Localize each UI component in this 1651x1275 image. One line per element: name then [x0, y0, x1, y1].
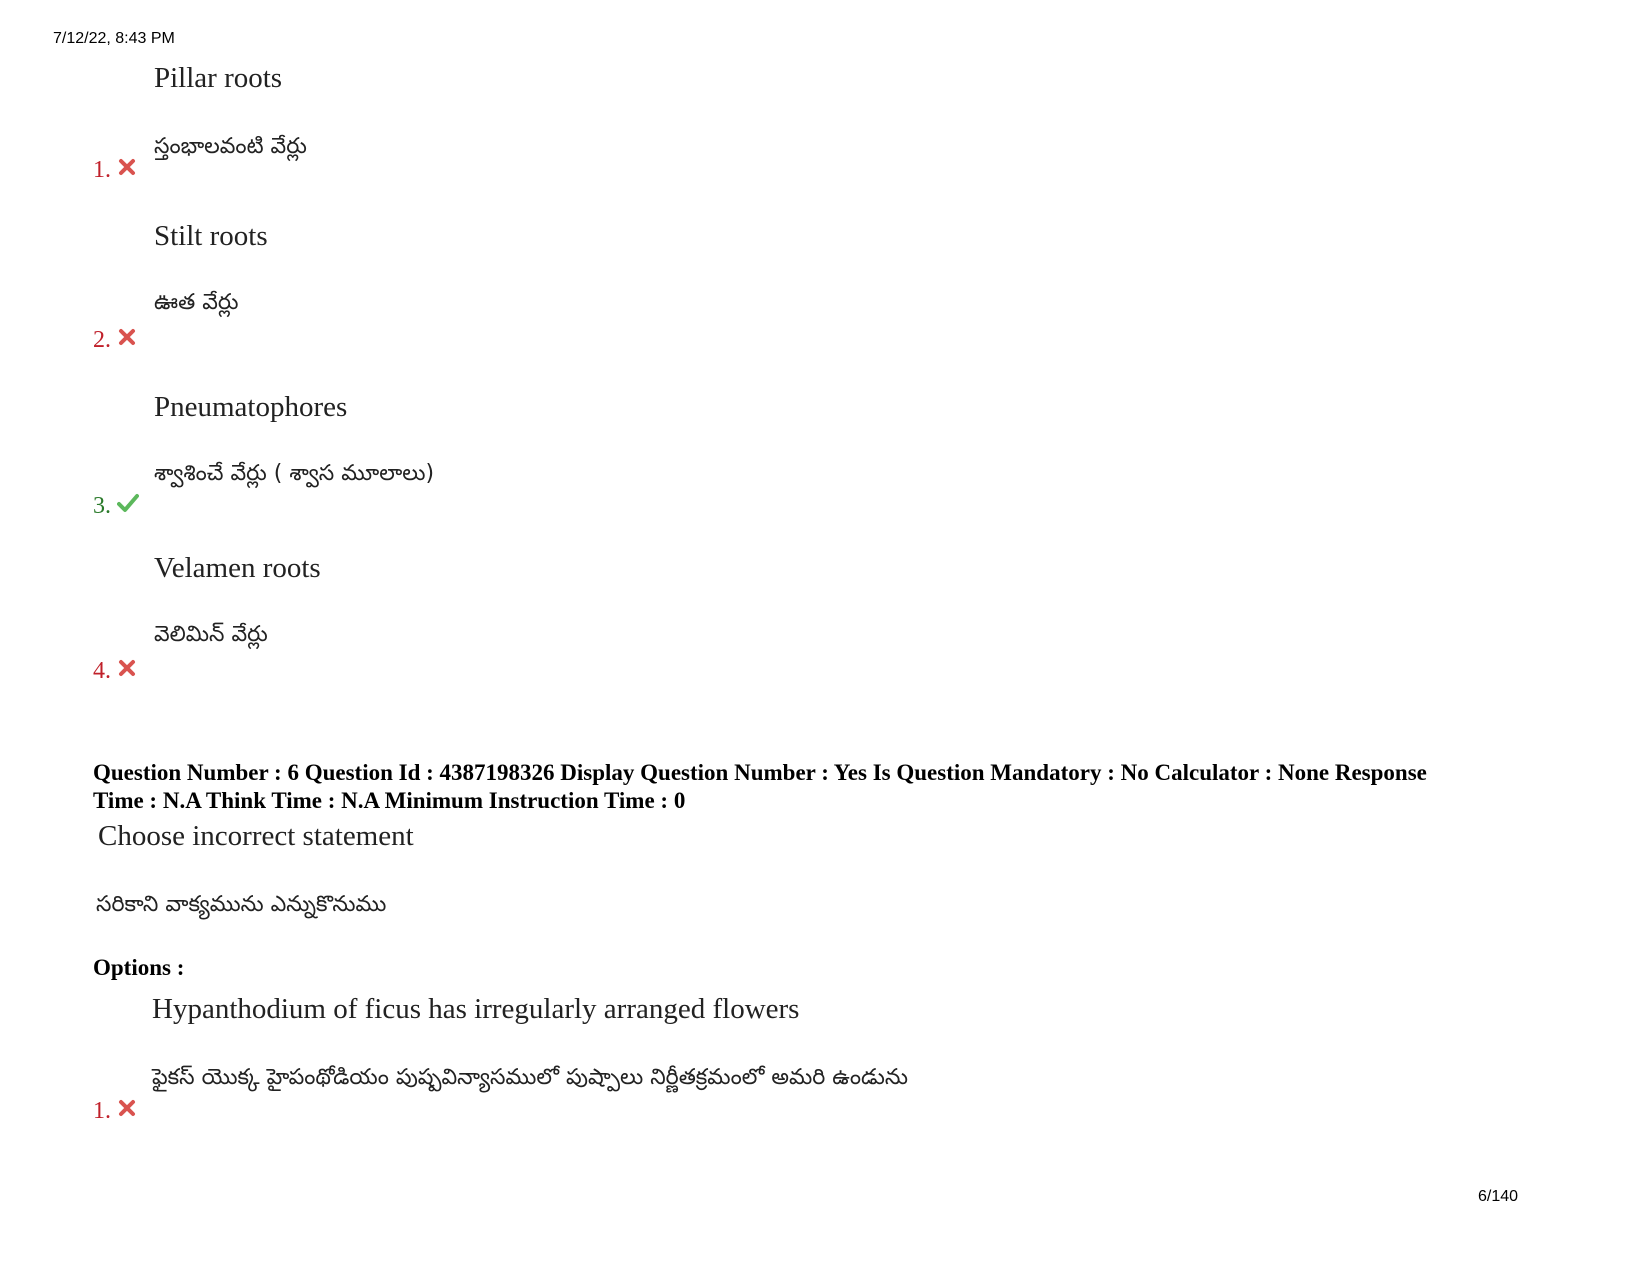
cross-icon: [117, 1098, 137, 1118]
option-4-english: Velamen roots: [154, 552, 321, 584]
option-4-telugu: వెలిమిన్ వేర్లు: [154, 622, 268, 647]
option-2-telugu: ఊత వేర్లు: [154, 290, 239, 315]
q6-option-1-marker: [93, 1098, 137, 1125]
option-2-number: 2.: [93, 327, 111, 353]
q6-option-1-number: 1.: [93, 1098, 111, 1124]
cross-icon: [117, 658, 137, 678]
question-text-telugu: సరికాని వాక్యమును ఎన్నుకొనుము: [96, 892, 387, 917]
option-1-telugu: స్తంభాలవంటి వేర్లు: [154, 134, 307, 159]
check-icon: [117, 493, 137, 513]
question-meta-line1: Question Number : 6 Question Id : 4387198326 Display Question Number : Yes Is Question Mandatory : No Calculator : None Response: [93, 760, 1427, 785]
option-3-english: Pneumatophores: [154, 391, 348, 423]
question-text-english: Choose incorrect statement: [98, 820, 414, 852]
print-timestamp: 7/12/22, 8:43 PM: [53, 30, 175, 47]
q6-option-1-telugu: ఫైకస్ యొక్క హైపంథోడియం పుష్పవిన్యాసములో పుష్పాలు నిర్ణీతక్రమంలో అమరి ఉండును: [152, 1065, 908, 1090]
option-3-number: 3.: [93, 493, 111, 519]
q6-option-1-english: Hypanthodium of ficus has irregularly arranged flowers: [152, 993, 800, 1025]
question-meta-line2: Time : N.A Think Time : N.A Minimum Instruction Time : 0: [93, 788, 686, 813]
option-1-marker: [93, 157, 137, 184]
question-meta: [93, 759, 1573, 815]
option-1-english: Pillar roots: [154, 62, 283, 94]
option-3-telugu: శ్వాశించే వేర్లు ( శ్వాస మూలాలు): [154, 461, 435, 486]
page-number: 6/140: [1478, 1188, 1519, 1205]
option-3-marker: [93, 493, 137, 520]
options-label: Options :: [93, 955, 185, 980]
option-2-english: Stilt roots: [154, 220, 268, 252]
option-1-number: 1.: [93, 157, 111, 183]
option-4-number: 4.: [93, 658, 111, 684]
cross-icon: [117, 157, 137, 177]
option-2-marker: [93, 327, 137, 354]
cross-icon: [117, 327, 137, 347]
option-4-marker: [93, 658, 137, 685]
